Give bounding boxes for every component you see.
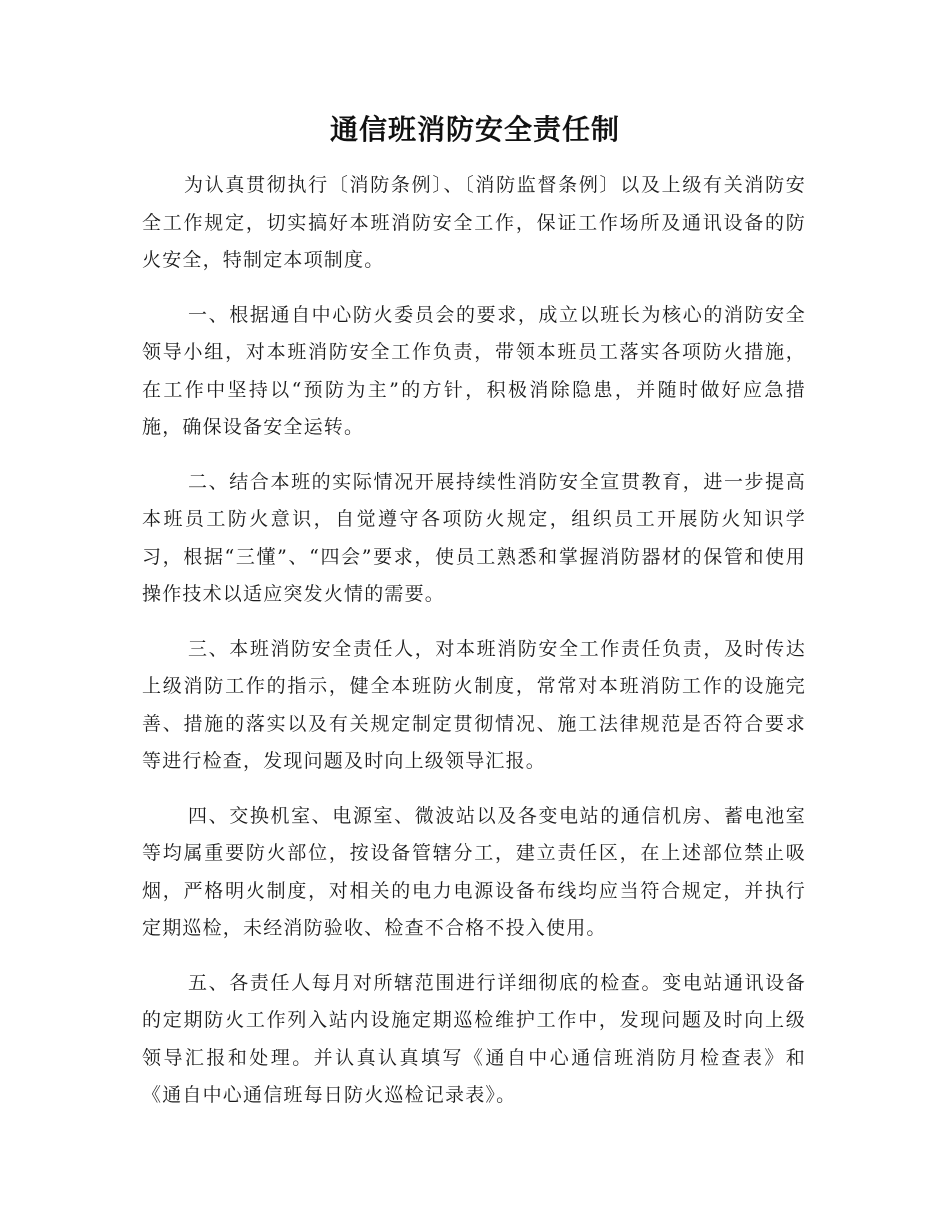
- intro-paragraph: 为认真贯彻执行〔消防条例〕、〔消防监督条例〕以及上级有关消防安全工作规定，切实搞好本班消防安全工作，保证工作场所及通讯设备的防火安全，特制定本项制度。: [142, 174, 806, 271]
- document-title: 通信班消防安全责任制: [329, 113, 620, 146]
- clause-5-paragraph: 五、各责任人每月对所辖范围进行详细彻底的检查。变电站通讯设备的定期防火工作列入站内设施定期巡检维护工作中，发现问题及时向上级领导汇报和处理。并认真认真填写《通自中心通信班消防月检查表》和《通自中心通信班每日防火巡检记录表》。: [142, 971, 806, 1106]
- clause-2-paragraph: 二、结合本班的实际情况开展持续性消防安全宣贯教育，进一步提高本班员工防火意识，自觉遵守各项防火规定，组织员工开展防火知识学习，根据“三懂”、“四会”要求，使员工熟悉和掌握消防器材的保管和使用操作技术以适应突发火情的需要。: [142, 470, 806, 605]
- clause-3-paragraph: 三、本班消防安全责任人，对本班消防安全工作责任负责，及时传达上级消防工作的指示，健全本班防火制度，常常对本班消防工作的设施完善、措施的落实以及有关规定制定贯彻情况、施工法律规范是否符合要求等进行检查，发现问题及时向上级领导汇报。: [142, 637, 806, 772]
- document-body: [142, 167, 806, 1132]
- clause-1-paragraph: 一、根据通自中心防火委员会的要求，成立以班长为核心的消防安全领导小组，对本班消防安全工作负责，带领本班员工落实各项防火措施，在工作中坚持以“预防为主”的方针，积极消除隐患，并随时做好应急措施，确保设备安全运转。: [142, 303, 806, 438]
- clause-4-paragraph: 四、交换机室、电源室、微波站以及各变电站的通信机房、蓄电池室等均属重要防火部位，按设备管辖分工，建立责任区，在上述部位禁止吸烟，严格明火制度，对相关的电力电源设备布线均应当符合规定，并执行定期巡检，未经消防验收、检查不合格不投入使用。: [142, 804, 806, 939]
